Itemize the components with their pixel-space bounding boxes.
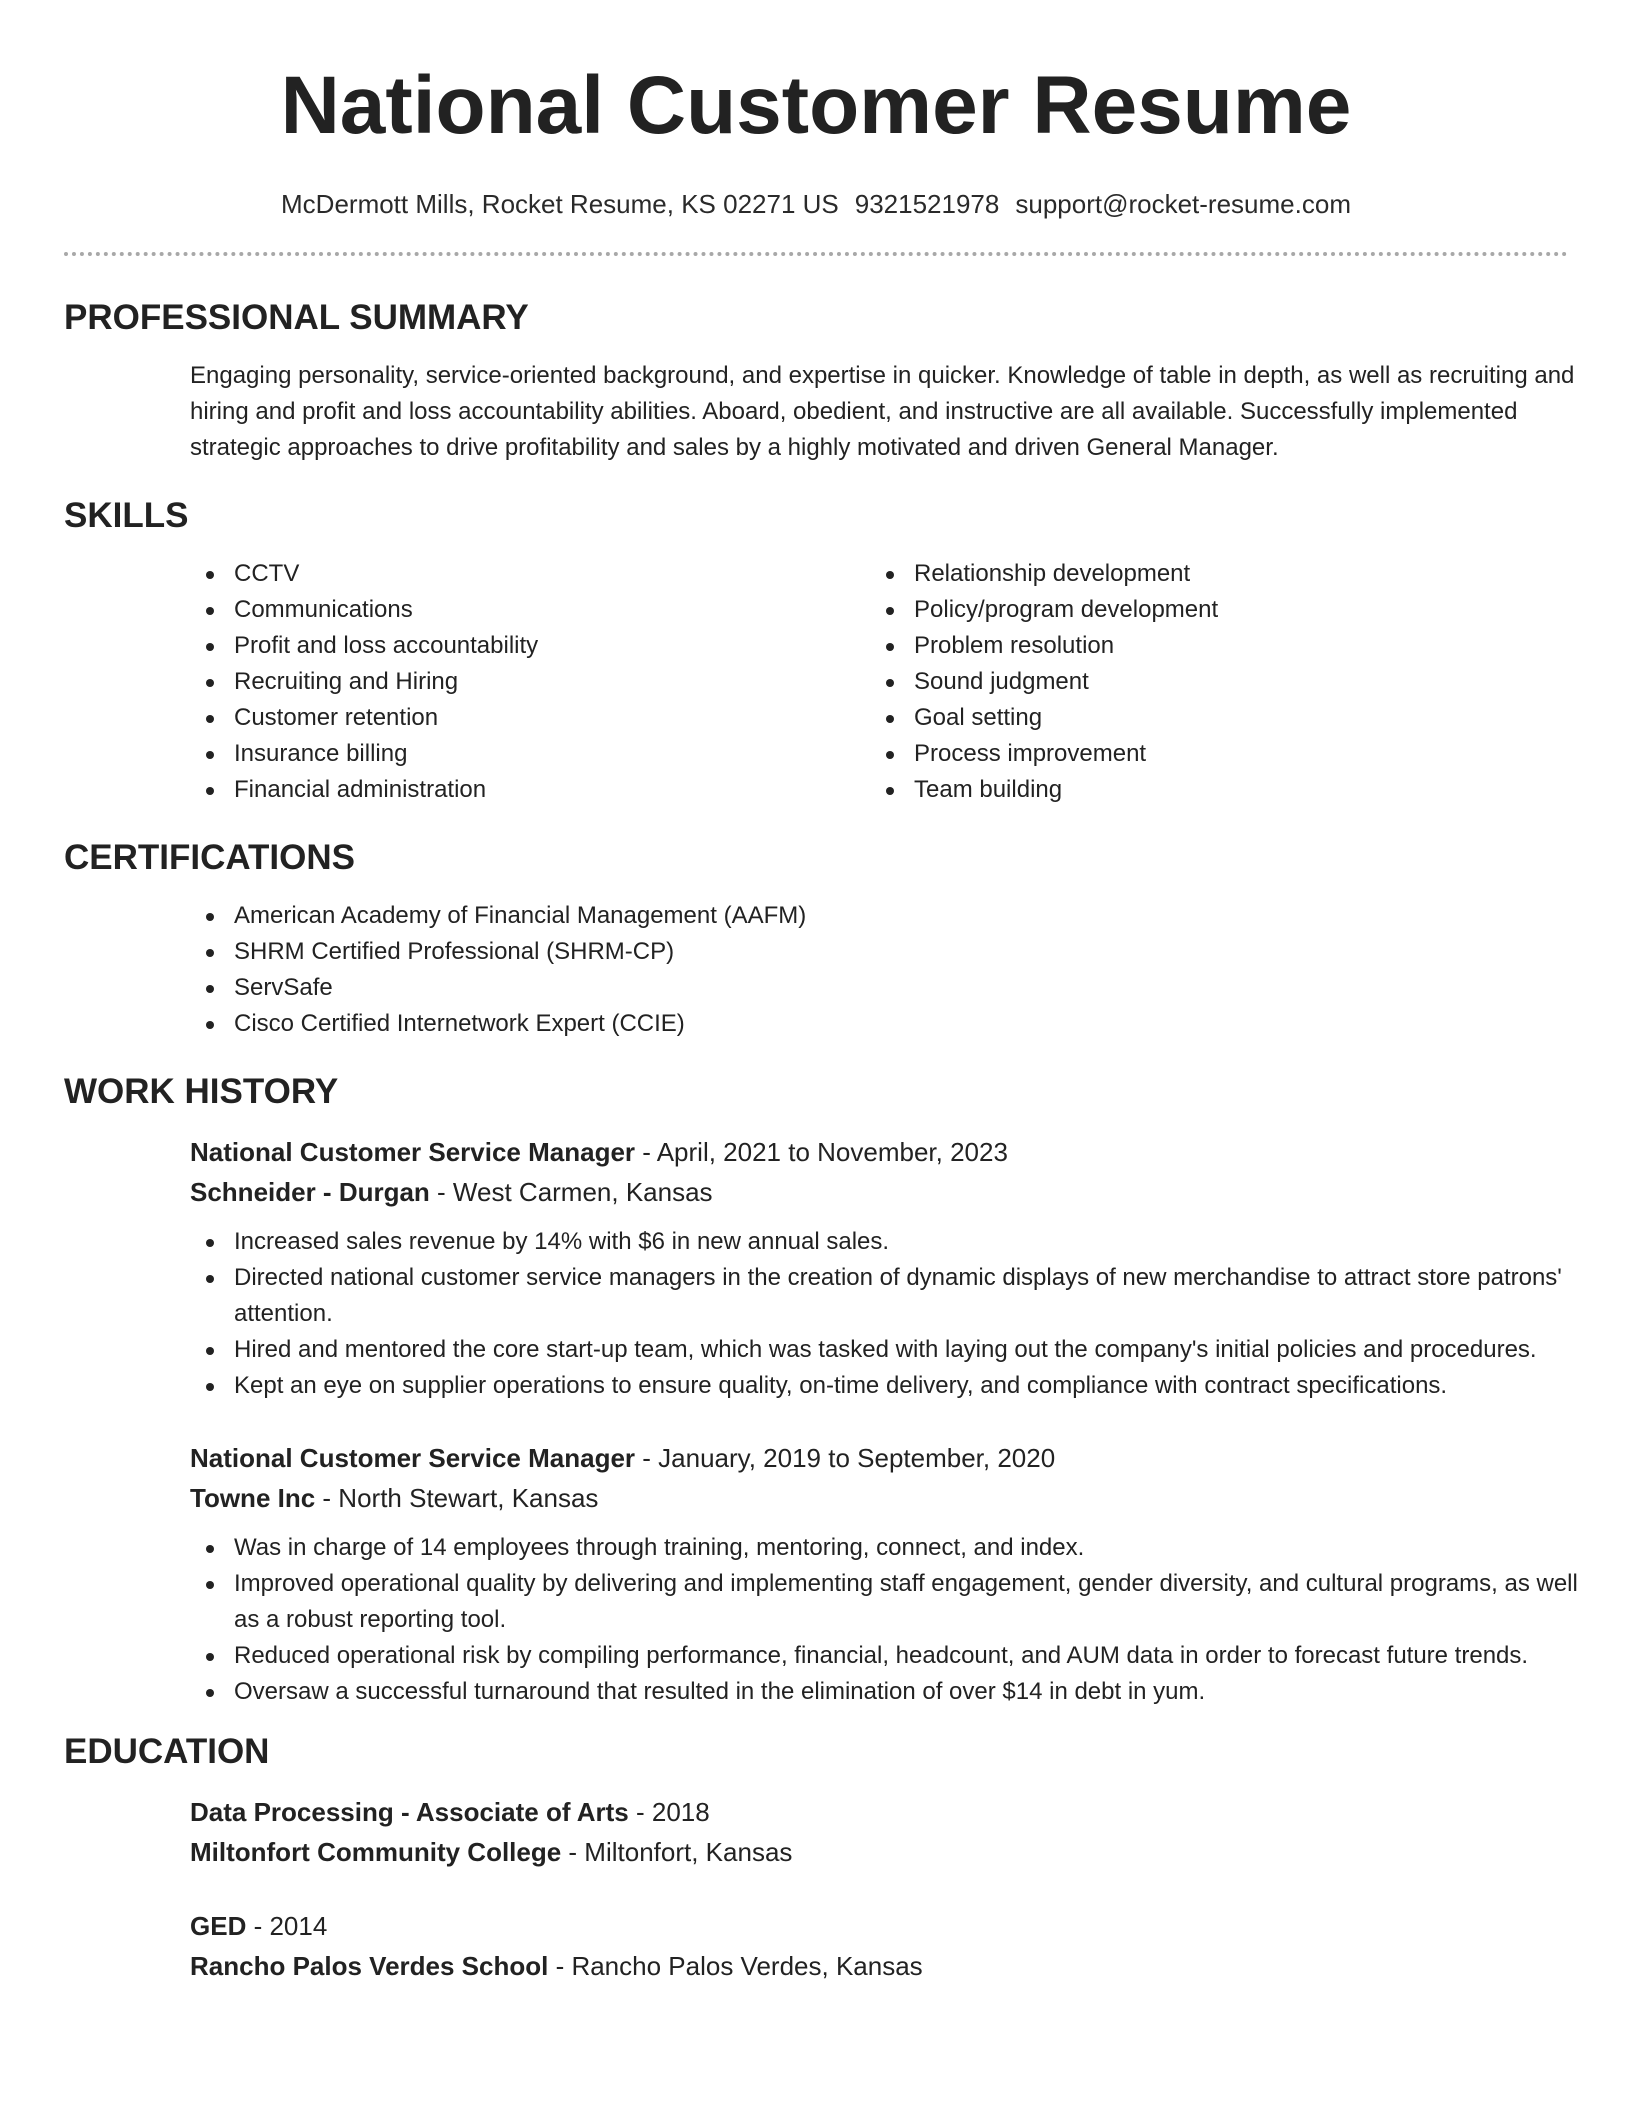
- job-dates: - January, 2019 to September, 2020: [635, 1443, 1056, 1473]
- job-company: Schneider - Durgan: [190, 1177, 430, 1207]
- job-entry: [190, 1132, 1568, 1404]
- job-bullet: Reduced operational risk by compiling performance, financial, headcount, and AUM data in order to forecast future trends.: [190, 1638, 1590, 1674]
- job-title: National Customer Service Manager: [190, 1443, 636, 1473]
- work-history-heading: WORK HISTORY: [64, 1072, 339, 1111]
- certification-item: SHRM Certified Professional (SHRM-CP): [190, 934, 1568, 970]
- job-bullet: Hired and mentored the core start-up team, which was tasked with laying out the company's initial policies and procedures.: [190, 1332, 1590, 1368]
- summary-heading: PROFESSIONAL SUMMARY: [64, 298, 529, 337]
- job-bullet: Was in charge of 14 employees through training, mentoring, connect, and index.: [190, 1530, 1590, 1566]
- skill-item: Communications: [190, 592, 870, 628]
- job-dates: - April, 2021 to November, 2023: [635, 1137, 1008, 1167]
- skills-list-right: [870, 556, 1550, 808]
- education-degree-line: [190, 1792, 1568, 1832]
- education-entry: [190, 1906, 1568, 1986]
- summary-section: [64, 358, 1575, 466]
- education-year: - 2018: [628, 1797, 710, 1827]
- contact-address: McDermott Mills, Rocket Resume, KS 02271 US: [281, 189, 839, 219]
- job-bullet: Oversaw a successful turnaround that resulted in the elimination of over $14 in debt in yum.: [190, 1674, 1590, 1710]
- resume-title: National Customer Resume: [280, 60, 1352, 151]
- work-history-section: [64, 1132, 1578, 1710]
- job-company: Towne Inc: [190, 1483, 316, 1513]
- skill-item: Team building: [870, 772, 1550, 808]
- contact-phone: 9321521978: [854, 189, 1000, 219]
- education-degree: GED: [190, 1911, 247, 1941]
- job-bullet: Increased sales revenue by 14% with $6 in new annual sales.: [190, 1224, 1590, 1260]
- education-location: - Miltonfort, Kansas: [561, 1837, 793, 1867]
- education-degree-line: [190, 1906, 1568, 1946]
- job-company-line: [190, 1172, 1568, 1212]
- job-title: National Customer Service Manager: [190, 1137, 636, 1167]
- skill-item: Financial administration: [190, 772, 870, 808]
- skill-item: Profit and loss accountability: [190, 628, 870, 664]
- education-school: Rancho Palos Verdes School: [190, 1951, 549, 1981]
- education-school-line: [190, 1832, 1568, 1872]
- skill-item: Customer retention: [190, 700, 870, 736]
- skills-section: [64, 556, 1568, 808]
- job-bullet: Directed national customer service managers in the creation of dynamic displays of new merchandise to attract store patrons' attention.: [190, 1260, 1590, 1332]
- certification-item: Cisco Certified Internetwork Expert (CCIE): [190, 1006, 1568, 1042]
- education-location: - Rancho Palos Verdes, Kansas: [548, 1951, 923, 1981]
- contact-email: support@rocket-resume.com: [1015, 189, 1351, 219]
- skill-item: Sound judgment: [870, 664, 1550, 700]
- job-location: - West Carmen, Kansas: [429, 1177, 713, 1207]
- job-bullet: Kept an eye on supplier operations to ensure quality, on-time delivery, and compliance with contract specifications.: [190, 1368, 1590, 1404]
- skill-item: Problem resolution: [870, 628, 1550, 664]
- skills-list-left: [190, 556, 870, 808]
- job-entry: [190, 1438, 1578, 1710]
- header-divider: [64, 252, 1568, 256]
- skills-heading: SKILLS: [64, 496, 189, 535]
- certification-item: American Academy of Financial Management (AAFM): [190, 898, 1568, 934]
- job-bullets: [190, 1530, 1590, 1710]
- skill-item: Insurance billing: [190, 736, 870, 772]
- certifications-list: [190, 898, 1568, 1042]
- education-entry: [190, 1792, 1568, 1872]
- education-school: Miltonfort Community College: [190, 1837, 562, 1867]
- certification-item: ServSafe: [190, 970, 1568, 1006]
- summary-text: Engaging personality, service-oriented background, and expertise in quicker. Knowledge of table in depth, as well as recruiting and hiring and profit and loss accountability abilities. Aboard, obedient, and instructive are all available. Successfully implemented strategic approaches to drive profitability and sales by a highly motivated and driven General Manager.: [190, 362, 1575, 461]
- contact-line: [64, 188, 1568, 220]
- skill-item: Policy/program development: [870, 592, 1550, 628]
- certifications-heading: CERTIFICATIONS: [64, 838, 356, 877]
- education-section: [64, 1792, 1568, 1986]
- skill-item: Goal setting: [870, 700, 1550, 736]
- education-heading: EDUCATION: [64, 1732, 270, 1771]
- education-year: - 2014: [246, 1911, 328, 1941]
- job-bullets: [190, 1224, 1590, 1404]
- education-degree: Data Processing - Associate of Arts: [190, 1797, 629, 1827]
- job-company-line: [190, 1478, 1568, 1518]
- skill-item: Recruiting and Hiring: [190, 664, 870, 700]
- skill-item: Process improvement: [870, 736, 1550, 772]
- job-title-line: [190, 1132, 1568, 1172]
- skill-item: Relationship development: [870, 556, 1550, 592]
- skill-item: CCTV: [190, 556, 870, 592]
- job-title-line: [190, 1438, 1568, 1478]
- education-school-line: [190, 1946, 1568, 1986]
- job-bullet: Improved operational quality by delivering and implementing staff engagement, gender diversity, and cultural programs, as well as a robust reporting tool.: [190, 1566, 1590, 1638]
- certifications-section: [64, 898, 1568, 1042]
- job-location: - North Stewart, Kansas: [315, 1483, 599, 1513]
